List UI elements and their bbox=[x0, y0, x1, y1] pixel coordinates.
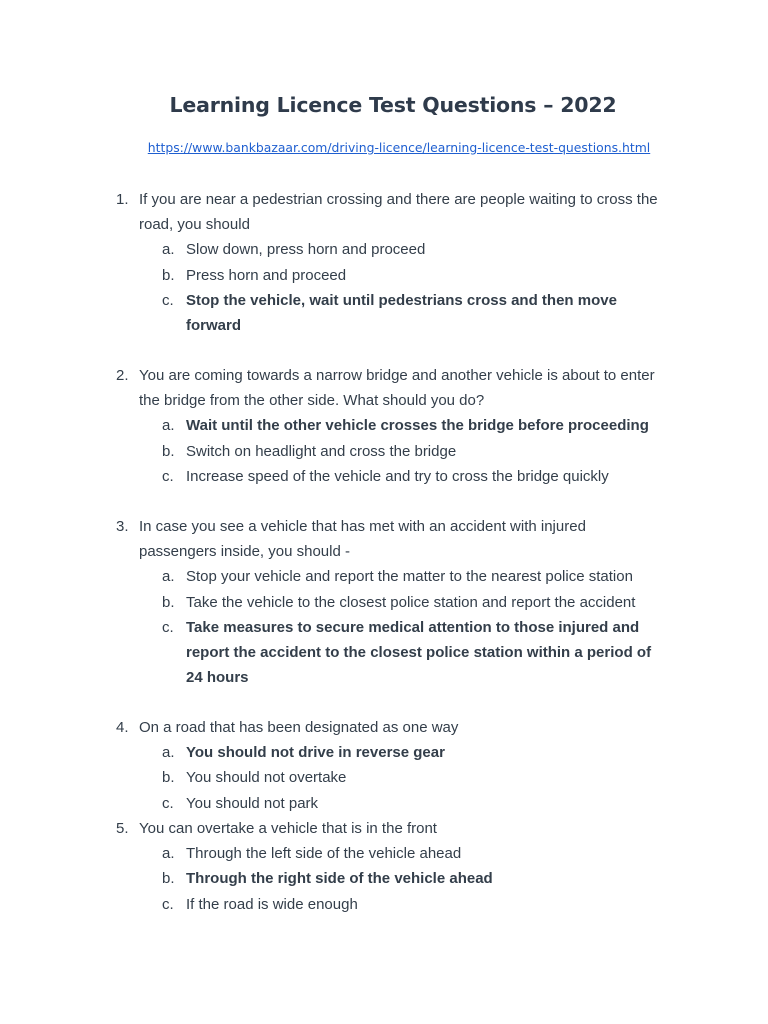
source-link[interactable]: https://www.bankbazaar.com/driving-licence/learning-licence-test-questions.html bbox=[147, 140, 651, 155]
option-letter: b. bbox=[162, 266, 175, 284]
option-letter: a. bbox=[162, 568, 175, 586]
question-text: You can overtake a vehicle that is in the front bbox=[139, 820, 437, 837]
question-text: On a road that has been designated as one way bbox=[139, 719, 459, 736]
option-text: Press horn and proceed bbox=[186, 266, 347, 284]
question-text: If you are near a pedestrian crossing and there are people waiting to cross the bbox=[139, 191, 658, 208]
option-letter: b. bbox=[162, 442, 175, 460]
option-text: Switch on headlight and cross the bridge bbox=[186, 442, 457, 460]
question-text: the bridge from the other side. What should you do? bbox=[139, 392, 485, 410]
correct-answer-text: forward bbox=[186, 317, 242, 334]
option-text: Stop your vehicle and report the matter to the nearest police station bbox=[186, 568, 633, 586]
page-title: Learning Licence Test Questions – 2022 bbox=[169, 93, 617, 117]
question-text: You are coming towards a narrow bridge and another vehicle is about to enter bbox=[139, 367, 655, 384]
question-number: 4. bbox=[116, 719, 129, 736]
correct-answer-text: Through the right side of the vehicle ahead bbox=[186, 870, 493, 888]
question-number: 2. bbox=[116, 367, 129, 384]
question-text: passengers inside, you should - bbox=[139, 543, 350, 561]
option-text: Increase speed of the vehicle and try to cross the bridge quickly bbox=[186, 467, 609, 485]
question-text: In case you see a vehicle that has met with an accident with injured bbox=[139, 518, 586, 535]
correct-answer-text: report the accident to the closest police station within a period of bbox=[186, 644, 652, 661]
option-letter: b. bbox=[162, 870, 175, 888]
option-letter: c. bbox=[162, 895, 174, 913]
correct-answer-text: Wait until the other vehicle crosses the bridge before proceeding bbox=[186, 417, 649, 435]
option-letter: c. bbox=[162, 467, 174, 485]
option-text: Slow down, press horn and proceed bbox=[186, 241, 426, 259]
option-letter: a. bbox=[162, 417, 175, 435]
option-text: Take the vehicle to the closest police station and report the accident bbox=[186, 593, 636, 611]
option-letter: b. bbox=[162, 769, 175, 787]
question-number: 3. bbox=[116, 518, 129, 535]
option-letter: a. bbox=[162, 241, 175, 259]
question-number: 5. bbox=[116, 820, 129, 837]
question-number: 1. bbox=[116, 191, 129, 208]
correct-answer-text: Take measures to secure medical attention to those injured and bbox=[186, 618, 640, 636]
option-letter: c. bbox=[162, 618, 174, 636]
correct-answer-text: 24 hours bbox=[186, 669, 249, 687]
option-text: If the road is wide enough bbox=[186, 895, 358, 913]
correct-answer-text: Stop the vehicle, wait until pedestrians cross and then move bbox=[186, 291, 617, 309]
question-text: road, you should bbox=[139, 216, 250, 234]
option-letter: a. bbox=[162, 744, 175, 762]
option-letter: c. bbox=[162, 291, 174, 309]
option-text: You should not overtake bbox=[186, 769, 347, 787]
option-letter: b. bbox=[162, 593, 175, 611]
option-letter: c. bbox=[162, 794, 174, 812]
option-letter: a. bbox=[162, 845, 175, 863]
option-text: You should not park bbox=[186, 794, 319, 812]
option-text: Through the left side of the vehicle ahead bbox=[186, 845, 462, 863]
correct-answer-text: You should not drive in reverse gear bbox=[186, 744, 445, 762]
